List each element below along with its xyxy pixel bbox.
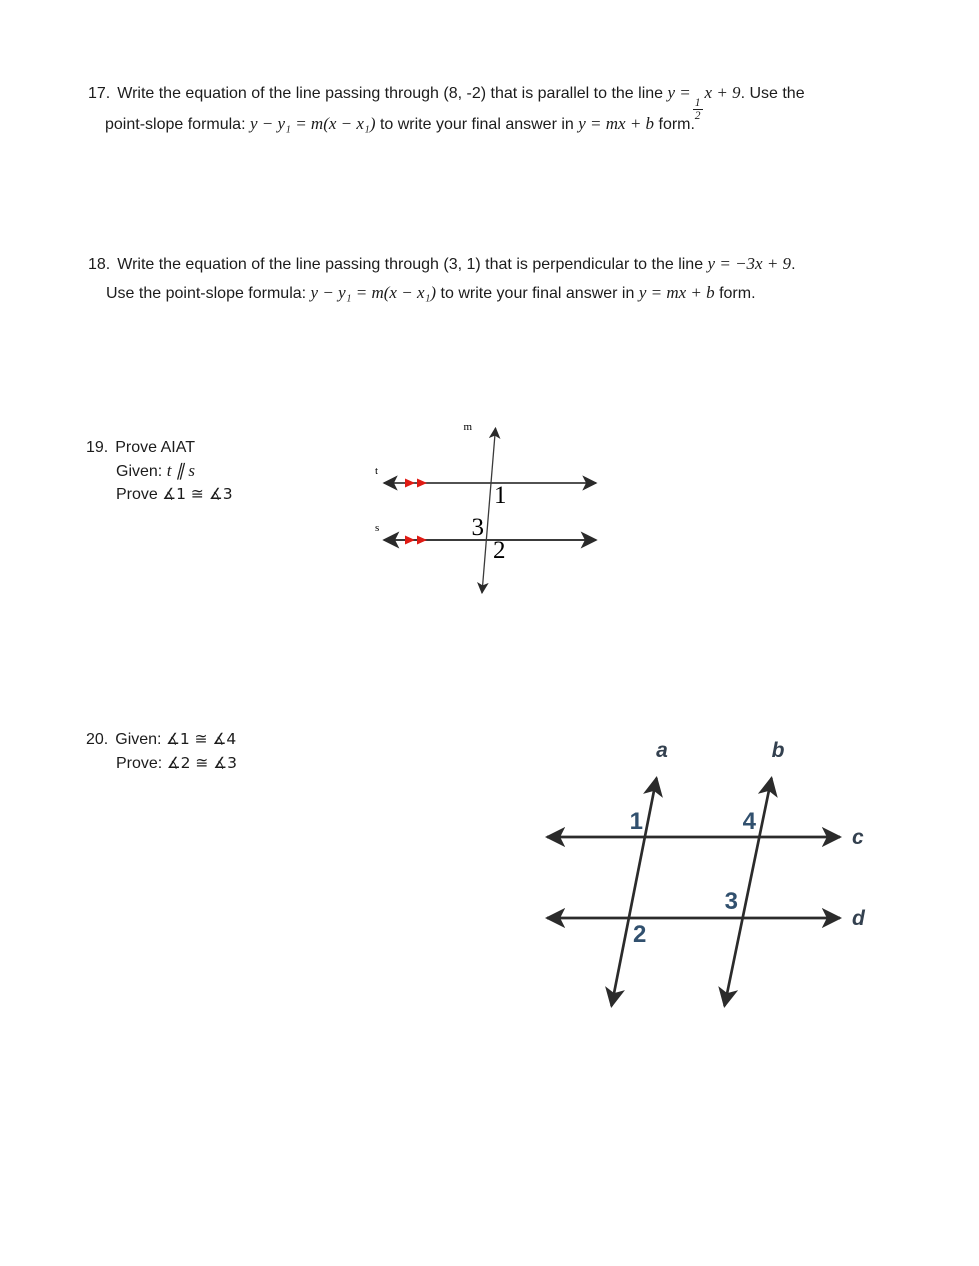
angle-1-label: 1 (494, 482, 507, 509)
prove-label: Prove (116, 486, 163, 503)
angle-3-label: 3 (471, 514, 484, 541)
fraction-denominator: 2 (694, 110, 701, 123)
given-statement: t ∥ s (166, 461, 196, 480)
line-d-label: d (852, 907, 865, 930)
parallel-mark-icon (417, 479, 427, 488)
problem-17-line-2 (105, 113, 695, 136)
transversal-m-label: m (463, 421, 472, 433)
problem-18-line2-text-a: Use the point-slope formula: (106, 285, 311, 302)
parallel-mark-icon (405, 536, 415, 545)
problem-20-number: 20. (86, 731, 109, 748)
transversal-m (482, 428, 496, 593)
slope-intercept-form: y = mx + b (578, 114, 655, 133)
given-label: Given: (115, 731, 166, 748)
problem-18-math: y = −3x + 9 (707, 254, 792, 273)
problem-19-title: Prove AIAT (115, 439, 195, 456)
fraction-numerator: 1 (694, 97, 701, 109)
problem-17-line2-text-c: form. (654, 116, 695, 133)
problem-17-math-pre: y = (667, 83, 691, 102)
problem-18-number: 18. (88, 256, 111, 273)
problem-18-text: Write the equation of the line passing through (3, 1) that is perpendicular to the line (117, 256, 708, 273)
problem-17-math-post: x + 9 (704, 83, 741, 102)
problem-19-number: 19. (86, 439, 109, 456)
line-t-label: t (375, 465, 379, 477)
parallel-mark-icon (405, 479, 415, 488)
slope-intercept-form: y = mx + b (638, 283, 715, 302)
problem-18-tail: . (791, 256, 796, 273)
line-c-label: c (852, 826, 864, 849)
problem-19-line-1 (86, 437, 195, 459)
point-slope-formula: y − y₁ = m(x − x₁) (310, 283, 437, 302)
problem-19-given (116, 460, 195, 483)
angle-2-label: 2 (633, 921, 647, 948)
problem-18-line-2 (106, 282, 756, 305)
problem-20-line-1 (86, 728, 236, 751)
given-label: Given: (116, 463, 167, 480)
prove-statement: ∡2 ≅ ∡3 (166, 754, 238, 772)
problem-19-prove (116, 483, 233, 506)
problem-18-line-1 (88, 253, 796, 276)
problem-20-line-2 (116, 752, 237, 775)
diagram-19-parallel-lines-transversal (368, 412, 610, 604)
given-statement: ∡1 ≅ ∡4 (165, 730, 237, 748)
angle-3-label: 3 (724, 888, 738, 915)
problem-17-line2-text-b: to write your final answer in (375, 116, 579, 133)
prove-statement: ∡1 ≅ ∡3 (162, 485, 233, 503)
angle-1-label: 1 (629, 808, 643, 835)
problem-17-text: Write the equation of the line passing through (8, -2) that is parallel to the line (117, 85, 668, 102)
problem-17-number: 17. (88, 85, 111, 102)
angle-4-label: 4 (742, 808, 756, 835)
line-s-label: s (375, 522, 380, 534)
problem-18-line2-text-b: to write your final answer in (436, 285, 639, 302)
point-slope-formula: y − y₁ = m(x − x₁) (249, 114, 376, 133)
diagram-20-two-transversals (535, 736, 885, 1032)
transversal-b-label: b (771, 739, 785, 762)
transversal-a-label: a (656, 739, 668, 762)
parallel-mark-icon (417, 536, 427, 545)
prove-label: Prove: (116, 755, 167, 772)
problem-18-line2-text-c: form. (714, 285, 756, 302)
problem-17-tail: . Use the (740, 85, 805, 102)
problem-17-line2-text-a: point-slope formula: (105, 116, 250, 133)
angle-2-label: 2 (493, 537, 506, 564)
